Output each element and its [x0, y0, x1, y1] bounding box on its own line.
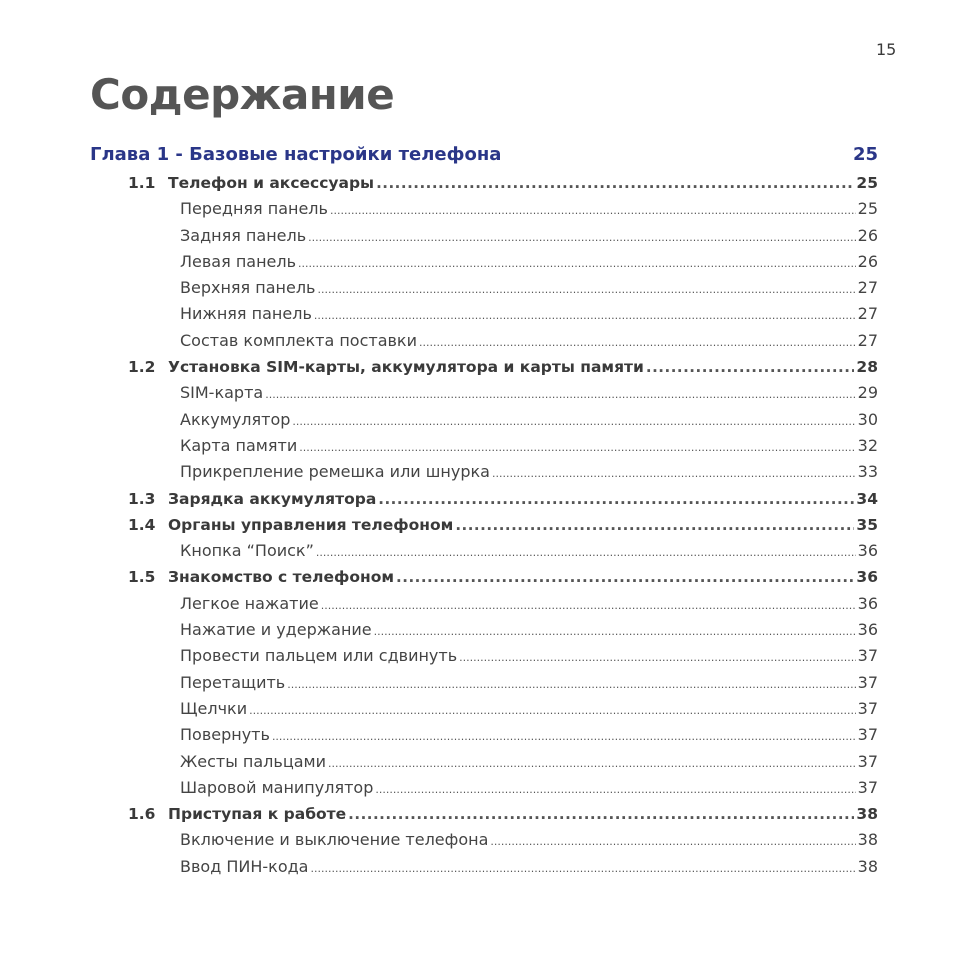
toc-subsection-entry[interactable] — [90, 775, 878, 801]
dot-leader — [490, 829, 855, 855]
entry-page-number: 27 — [857, 304, 878, 324]
entry-title: Установка SIM-карты, аккумулятора и карты памяти — [168, 358, 644, 377]
entry-page-number: 37 — [857, 751, 878, 771]
dot-leader — [314, 303, 856, 329]
entry-page-number: 30 — [857, 409, 878, 429]
entry-page-number: 28 — [856, 358, 878, 377]
entry-title: Кнопка “Поиск” — [180, 541, 314, 561]
dot-leader — [310, 856, 855, 882]
toc-section-entry[interactable] — [90, 801, 878, 827]
dot-leader — [492, 461, 856, 487]
dot-leader — [459, 645, 856, 671]
entry-title: Нажатие и удержание — [180, 620, 372, 640]
entry-page-number: 37 — [857, 777, 878, 797]
entry-page-number: 27 — [857, 278, 878, 298]
entry-page-number: 38 — [857, 830, 878, 850]
toc-subsection-entry[interactable] — [90, 617, 878, 643]
dot-leader — [292, 409, 855, 435]
entry-page-number: 27 — [857, 330, 878, 350]
entry-page-number: 37 — [857, 725, 878, 745]
toc-section-entry[interactable] — [90, 486, 878, 512]
toc-subsection-entry[interactable] — [90, 827, 878, 853]
entry-title: Состав комплекта поставки — [180, 330, 417, 350]
dot-leader — [455, 512, 854, 538]
dot-leader — [299, 435, 855, 461]
chapter-title: Глава 1 - Базовые настройки телефона — [90, 144, 502, 165]
entry-title: Знакомство с телефоном — [168, 568, 395, 587]
toc-entries — [90, 170, 878, 880]
dot-leader — [298, 251, 856, 277]
dot-leader — [308, 225, 855, 251]
toc-subsection-entry[interactable] — [90, 380, 878, 406]
entry-title: Нижняя панель — [180, 304, 312, 324]
entry-page-number: 35 — [856, 515, 878, 534]
toc-section-entry[interactable] — [90, 354, 878, 380]
toc-subsection-entry[interactable] — [90, 749, 878, 775]
entry-page-number: 36 — [857, 541, 878, 561]
page-title: Содержание — [90, 70, 395, 119]
dot-leader — [330, 198, 856, 224]
dot-leader — [328, 751, 856, 777]
section-number: 1.3 — [128, 489, 156, 508]
toc-subsection-entry[interactable] — [90, 722, 878, 748]
section-number: 1.4 — [128, 515, 156, 534]
entry-title: Легкое нажатие — [180, 593, 319, 613]
entry-title: Ввод ПИН-кода — [180, 856, 309, 876]
chapter-page: 25 — [852, 144, 878, 165]
toc-subsection-entry[interactable] — [90, 591, 878, 617]
entry-title: Перетащить — [180, 672, 286, 692]
entry-page-number: 33 — [857, 462, 878, 482]
entry-page-number: 37 — [857, 646, 878, 666]
entry-title: Карта памяти — [180, 435, 298, 455]
entry-page-number: 26 — [857, 251, 878, 271]
toc-subsection-entry[interactable] — [90, 433, 878, 459]
entry-title: Жесты пальцами — [180, 751, 326, 771]
section-number: 1.2 — [128, 358, 156, 377]
entry-page-number: 26 — [857, 225, 878, 245]
table-of-contents — [90, 140, 878, 880]
entry-title: Аккумулятор — [180, 409, 291, 429]
entry-title: Шаровой манипулятор — [180, 777, 374, 797]
entry-page-number: 36 — [856, 568, 878, 587]
toc-subsection-entry[interactable] — [90, 459, 878, 485]
entry-title: Зарядка аккумулятора — [168, 489, 377, 508]
dot-leader — [317, 277, 855, 303]
toc-subsection-entry[interactable] — [90, 196, 878, 222]
toc-section-entry[interactable] — [90, 170, 878, 196]
toc-subsection-entry[interactable] — [90, 696, 878, 722]
dot-leader — [375, 777, 855, 803]
toc-subsection-entry[interactable] — [90, 328, 878, 354]
dot-leader — [374, 619, 856, 645]
entry-title: Левая панель — [180, 251, 297, 271]
entry-page-number: 29 — [857, 383, 878, 403]
entry-title: Прикрепление ремешка или шнурка — [180, 462, 490, 482]
entry-title: Щелчки — [180, 698, 248, 718]
toc-subsection-entry[interactable] — [90, 643, 878, 669]
entry-page-number: 37 — [857, 698, 878, 718]
entry-title: Приступая к работе — [168, 805, 347, 824]
chapter-heading[interactable] — [90, 140, 878, 170]
dot-leader — [378, 486, 854, 512]
entry-page-number: 25 — [856, 174, 878, 192]
entry-title: Включение и выключение телефона — [180, 830, 489, 850]
toc-subsection-entry[interactable] — [90, 854, 878, 880]
dot-leader — [321, 593, 856, 619]
entry-title: Передняя панель — [180, 199, 328, 219]
page-number: 15 — [876, 40, 897, 59]
entry-page-number: 25 — [857, 199, 878, 219]
dot-leader — [249, 698, 856, 724]
entry-page-number: 32 — [857, 435, 878, 455]
dot-leader — [396, 564, 854, 590]
entry-title: Провести пальцем или сдвинуть — [180, 646, 458, 666]
entry-title: Повернуть — [180, 725, 270, 745]
dot-leader — [376, 170, 854, 196]
entry-page-number: 36 — [857, 620, 878, 640]
dot-leader — [348, 801, 854, 827]
entry-title: Верхняя панель — [180, 278, 316, 298]
toc-subsection-entry[interactable] — [90, 275, 878, 301]
toc-section-entry[interactable] — [90, 512, 878, 538]
entry-page-number: 38 — [856, 805, 878, 824]
entry-page-number: 34 — [856, 489, 878, 508]
toc-subsection-entry[interactable] — [90, 670, 878, 696]
entry-title: Телефон и аксессуары — [168, 174, 375, 192]
entry-page-number: 37 — [857, 672, 878, 692]
dot-leader — [646, 354, 855, 380]
toc-section-entry[interactable] — [90, 564, 878, 590]
section-number: 1.1 — [128, 174, 156, 192]
dot-leader — [287, 672, 855, 698]
section-number: 1.6 — [128, 805, 156, 824]
toc-subsection-entry[interactable] — [90, 223, 878, 249]
toc-subsection-entry[interactable] — [90, 538, 878, 564]
entry-page-number: 38 — [857, 856, 878, 876]
toc-subsection-entry[interactable] — [90, 407, 878, 433]
toc-subsection-entry[interactable] — [90, 249, 878, 275]
entry-title: SIM-карта — [180, 383, 264, 403]
entry-title: Органы управления телефоном — [168, 515, 454, 534]
toc-subsection-entry[interactable] — [90, 301, 878, 327]
dot-leader — [419, 330, 856, 356]
dot-leader — [265, 382, 855, 408]
entry-page-number: 36 — [857, 593, 878, 613]
dot-leader — [272, 724, 856, 750]
section-number: 1.5 — [128, 568, 156, 587]
dot-leader — [316, 540, 856, 566]
entry-title: Задняя панель — [180, 225, 307, 245]
